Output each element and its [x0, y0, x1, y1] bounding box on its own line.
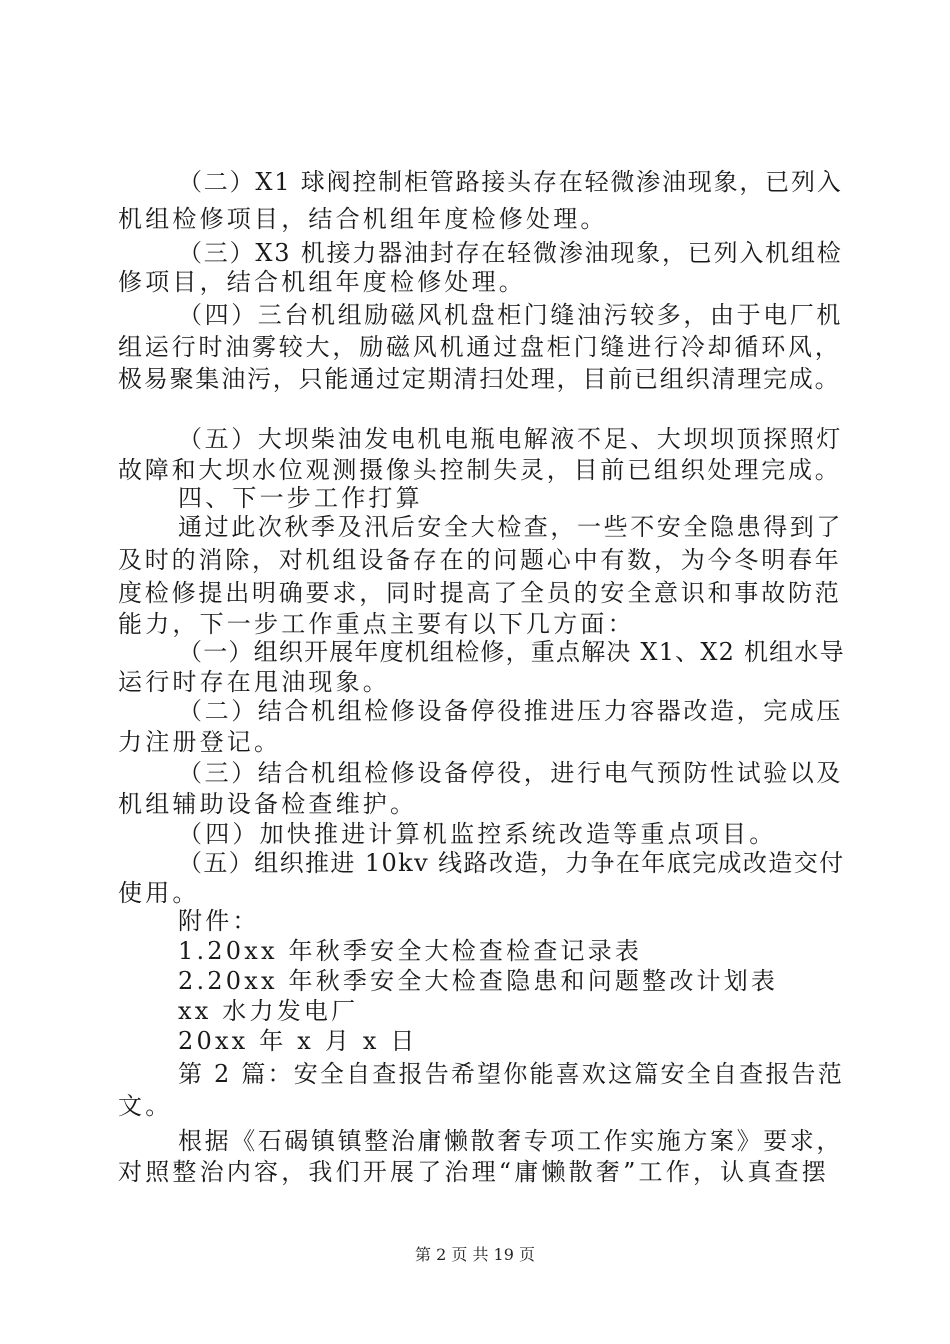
paragraph-line: 度检修提出明确要求，同时提高了全员的安全意识和事故防范 [118, 579, 842, 607]
paragraph-line: 通过此次秋季及汛后安全大检查，一些不安全隐患得到了 [178, 513, 843, 541]
paragraph-line: （三）结合机组检修设备停役，进行电气预防性试验以及 [178, 759, 843, 787]
section-heading: 四、下一步工作打算 [178, 484, 423, 512]
paragraph-line: 修项目，结合机组年度检修处理。 [118, 268, 526, 296]
paragraph-line: 使用。 [118, 879, 200, 907]
signature-date: 20xx 年 x 月 x 日 [178, 1027, 418, 1055]
paragraph-line: （二）X1 球阀控制柜管路接头存在轻微渗油现象，已列入 [178, 168, 843, 196]
paragraph-line: 故障和大坝水位观测摄像头控制失灵，目前已组织处理完成。 [118, 456, 842, 484]
paragraph-line: 对照整治内容，我们开展了治理“庸懒散奢”工作，认真查摆 [118, 1158, 829, 1186]
paragraph-line: （五）大坝柴油发电机电瓶电解液不足、大坝坝顶探照灯 [178, 425, 843, 453]
article-title: 第 2 篇：安全自查报告希望你能喜欢这篇安全自查报告范 [178, 1060, 844, 1088]
paragraph-line: 组运行时油雾较大，励磁风机通过盘柜门缝进行冷却循环风， [118, 333, 842, 361]
paragraph-line: 根据《石碣镇镇整治庸懒散奢专项工作实施方案》要求， [178, 1127, 843, 1155]
paragraph-line: （五）组织推进 10kv 线路改造，力争在年底完成改造交付 [178, 849, 845, 877]
paragraph-line: 运行时存在甩油现象。 [118, 668, 390, 696]
attachment-item: 2.20xx 年秋季安全大检查隐患和问题整改计划表 [178, 967, 779, 995]
attachment-heading: 附件： [178, 907, 260, 935]
paragraph-line: （四）三台机组励磁风机盘柜门缝油污较多，由于电厂机 [178, 301, 843, 329]
attachment-item: 1.20xx 年秋季安全大检查检查记录表 [178, 937, 643, 965]
article-title: 文。 [118, 1092, 173, 1120]
paragraph-line: 机组检修项目，结合机组年度检修处理。 [118, 205, 608, 233]
paragraph-line: 机组辅助设备检查维护。 [118, 790, 418, 818]
signature-org: xx 水力发电厂 [178, 997, 359, 1025]
paragraph-line: （二）结合机组检修设备停役推进压力容器改造，完成压 [178, 697, 843, 725]
paragraph-line: （三）X3 机接力器油封存在轻微渗油现象，已列入机组检 [178, 239, 843, 267]
paragraph-line: （四）加快推进计算机监控系统改造等重点项目。 [178, 820, 777, 848]
paragraph-line: 极易聚集油污，只能通过定期清扫处理，目前已组织清理完成。 [118, 365, 841, 393]
paragraph-line: 力注册登记。 [118, 728, 282, 756]
paragraph-line: （一）组织开展年度机组检修，重点解决 X1、X2 机组水导 [178, 638, 845, 666]
page-number-footer: 第 2 页 共 19 页 [415, 1245, 535, 1264]
paragraph-line: 能力，下一步工作重点主要有以下几方面： [118, 610, 635, 638]
paragraph-line: 及时的消除，对机组设备存在的问题心中有数，为今冬明春年 [118, 546, 842, 574]
